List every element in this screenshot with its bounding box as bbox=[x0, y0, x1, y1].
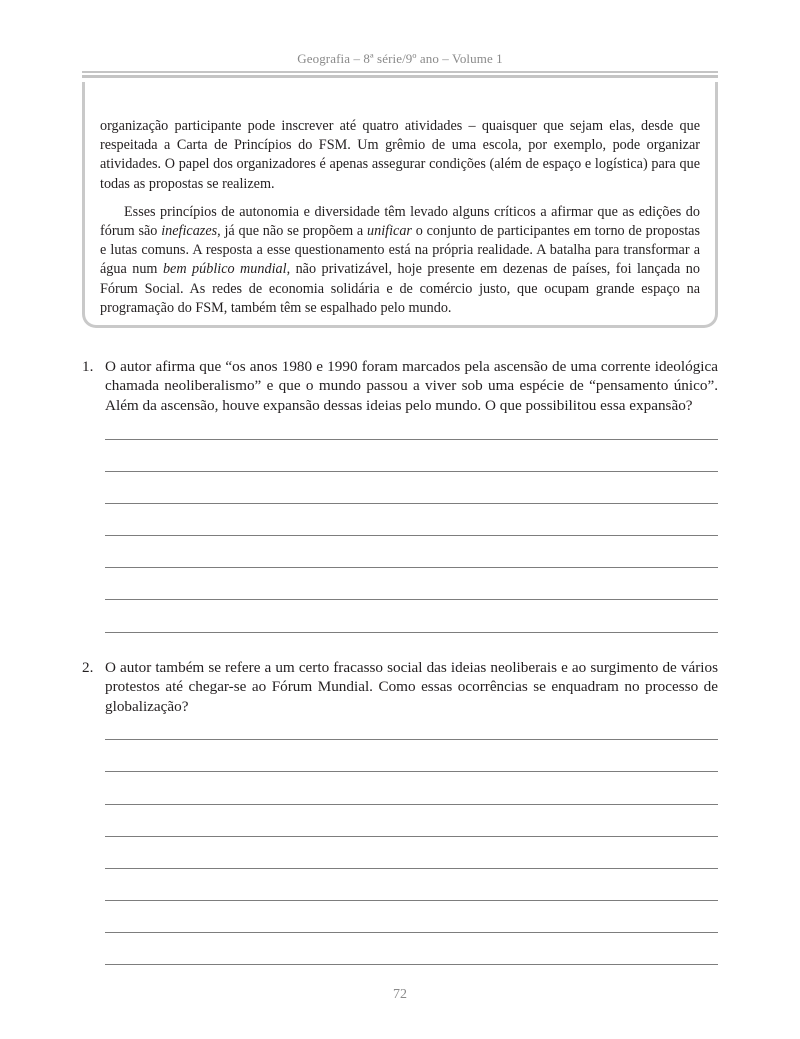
answer-line[interactable] bbox=[105, 503, 718, 504]
paragraph-2-text: Esses princípios de autonomia e diversidade têm levado alguns críticos a afirmar que as edições do fórum são bbox=[100, 203, 700, 240]
italic-term-bem-publico-mundial: bem público mundial bbox=[162, 261, 287, 278]
question-text: O autor afirma que “os anos 1980 e 1990 foram marcados pela ascensão de uma corrente ideológica chamada neoliberalismo” e que o mundo passou a viver sob uma espécie de “pensamento único”. Além da ascensão, houve expansão dessas ideias pelo mundo. O que possibilitou essa expansão? bbox=[105, 358, 718, 414]
paragraph-2-text: , não privatizável, hoje presente em dezenas de países, foi lançada no Fórum Social. As redes de economia solidária e de comércio justo, que ocupam grande espaço na programação do FSM, também têm se espalhado pelo mundo. bbox=[100, 261, 700, 316]
reading-text-box bbox=[82, 82, 718, 328]
question-text: O autor também se refere a um certo fracasso social das ideias neoliberais e ao surgimento de vários protestos até chegar-se ao Fórum Mundial. Como essas ocorrências se enquadram no processo de globalização? bbox=[105, 659, 718, 715]
paragraph-2-text: , já que não se propõem a bbox=[217, 223, 368, 240]
answer-line[interactable] bbox=[105, 932, 718, 933]
italic-term-ineficazes: ineficazes bbox=[161, 223, 218, 240]
paragraph-2-text: o conjunto de participantes em torno de propostas e lutas comuns. A resposta a esse questionamento está na própria realidade. A batalha para transformar a água num bbox=[100, 223, 700, 278]
answer-line[interactable] bbox=[105, 632, 718, 633]
header-rule bbox=[82, 71, 718, 78]
answer-line[interactable] bbox=[105, 439, 718, 440]
answer-line[interactable] bbox=[105, 868, 718, 869]
answer-line[interactable] bbox=[105, 804, 718, 805]
question-number: 1. bbox=[82, 358, 94, 375]
page-number: 72 bbox=[393, 987, 407, 1002]
answer-line[interactable] bbox=[105, 739, 718, 740]
italic-term-unificar: unificar bbox=[367, 223, 412, 240]
answer-line[interactable] bbox=[105, 471, 718, 472]
question-2 bbox=[82, 658, 718, 716]
answer-line[interactable] bbox=[105, 836, 718, 837]
text-paragraph-2 bbox=[100, 203, 700, 318]
question-number: 2. bbox=[82, 659, 94, 676]
question-1 bbox=[82, 357, 718, 415]
answer-line[interactable] bbox=[105, 567, 718, 568]
answer-line[interactable] bbox=[105, 771, 718, 772]
answer-line[interactable] bbox=[105, 900, 718, 901]
answer-line[interactable] bbox=[105, 535, 718, 536]
answer-line[interactable] bbox=[105, 964, 718, 965]
text-paragraph-1: organização participante pode inscrever até quatro atividades – quaisquer que sejam elas, desde que respeitada a Carta de Princípios do FSM. Um grêmio de uma escola, por exemplo, pode organizar atividades. O papel dos organizadores é apenas assegurar condições (além de espaço e logística) para que todas as propostas se realizem. bbox=[100, 118, 700, 192]
running-header: Geografia – 8ª série/9º ano – Volume 1 bbox=[297, 51, 503, 66]
answer-line[interactable] bbox=[105, 599, 718, 600]
